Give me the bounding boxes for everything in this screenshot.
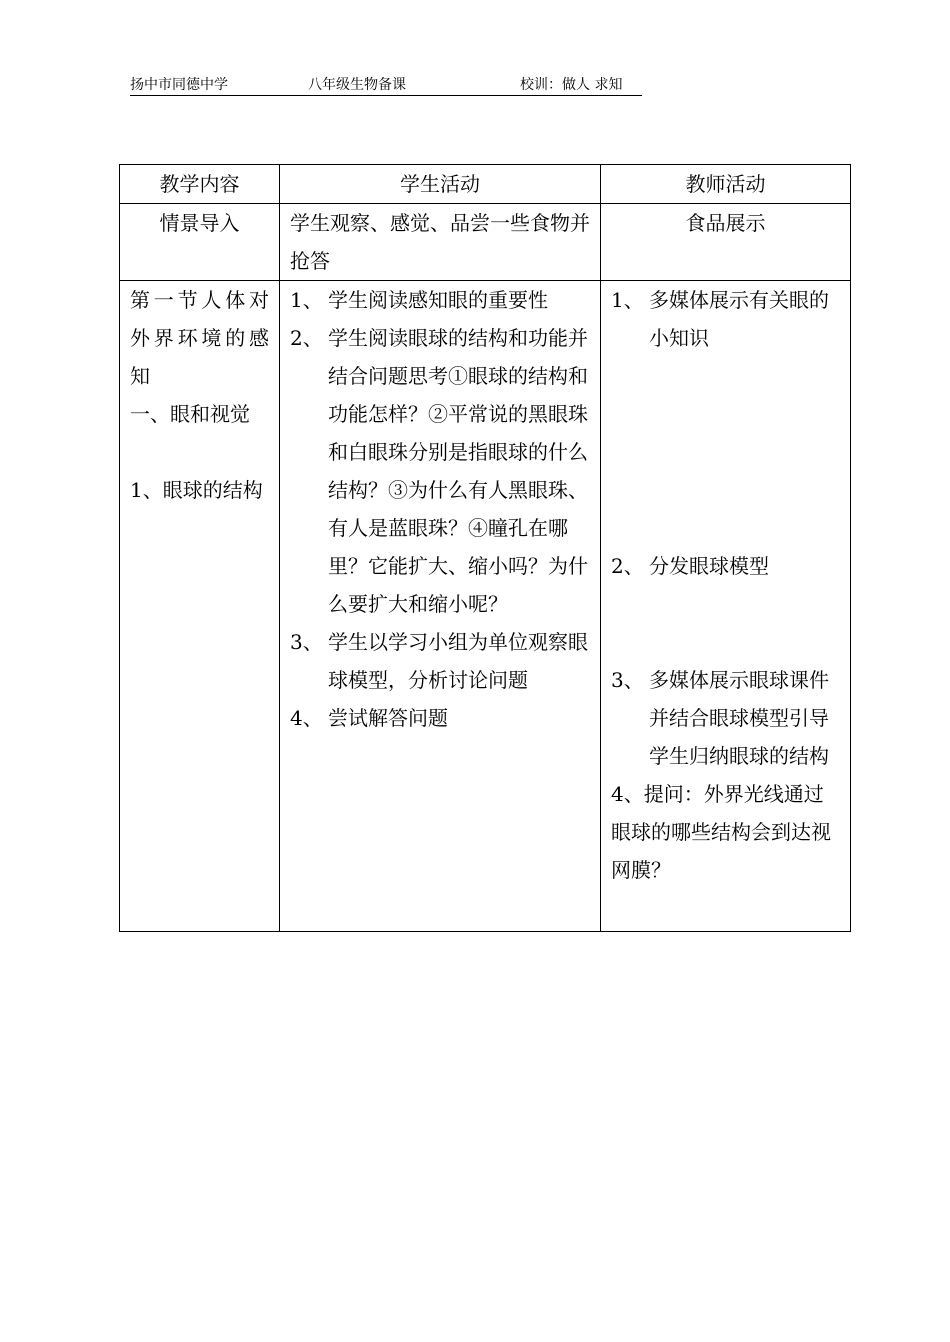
header-school: 扬中市同德中学: [130, 77, 228, 93]
item-number: 3、: [611, 668, 644, 692]
list-item: 4、提问：外界光线通过眼球的哪些结构会到达视网膜？: [611, 782, 831, 882]
intro-student-cell: 学生观察、感觉、品尝一些食物并抢答: [280, 204, 601, 281]
list-item: [290, 623, 590, 699]
header-rule: [130, 95, 642, 96]
list-item: [290, 699, 590, 737]
item-number: 1、: [611, 288, 644, 312]
table-row: [120, 204, 851, 281]
lesson-plan-table: [119, 164, 851, 932]
blank-line: [130, 433, 269, 471]
column-header-content: 教学内容: [120, 165, 280, 204]
subsection-title: 1、眼球的结构: [130, 478, 263, 502]
item-number: 4、: [290, 706, 323, 730]
item-text: 多媒体展示有关眼的小知识: [649, 288, 829, 350]
main-student-cell: [280, 281, 601, 932]
item-number: 2、: [290, 326, 323, 350]
list-item: [611, 547, 840, 585]
item-text: 学生以学习小组为单位观察眼球模型，分析讨论问题: [328, 630, 588, 692]
main-teacher-cell: [601, 281, 851, 932]
intro-teacher-cell: 食品展示: [601, 204, 851, 281]
header-course: 八年级生物备课: [308, 77, 406, 93]
main-content-cell: [120, 281, 280, 932]
item-number: 2、: [611, 554, 644, 578]
section-title: 一、眼和视觉: [130, 402, 250, 426]
header-motto: 校训：做人 求知: [520, 77, 623, 93]
column-header-student: 学生活动: [280, 165, 601, 204]
item-text: 学生阅读眼球的结构和功能并结合问题思考①眼球的结构和功能怎样？②平常说的黑眼珠和白眼珠分别是指眼球的什么结构？③为什么有人黑眼珠、有人是蓝眼珠？④瞳孔在哪里？它能扩大、缩小吗？为什么要扩大和缩小呢？: [328, 326, 588, 616]
table-header-row: [120, 165, 851, 204]
list-item: [290, 281, 590, 319]
lesson-title: 第一节人体对外界环境的感知: [130, 288, 269, 388]
page-header: [130, 74, 642, 96]
list-item: [611, 661, 840, 775]
item-number: 1、: [290, 288, 323, 312]
list-item: [611, 281, 840, 357]
item-number: 3、: [290, 630, 323, 654]
item-text: 多媒体展示眼球课件并结合眼球模型引导学生归纳眼球的结构: [649, 668, 829, 768]
item-text: 学生阅读感知眼的重要性: [328, 288, 548, 312]
item-text: 尝试解答问题: [328, 706, 448, 730]
item-text: 分发眼球模型: [649, 554, 769, 578]
intro-content-cell: 情景导入: [120, 204, 280, 281]
table-row: [120, 281, 851, 932]
list-item: [290, 319, 590, 623]
column-header-teacher: 教师活动: [601, 165, 851, 204]
